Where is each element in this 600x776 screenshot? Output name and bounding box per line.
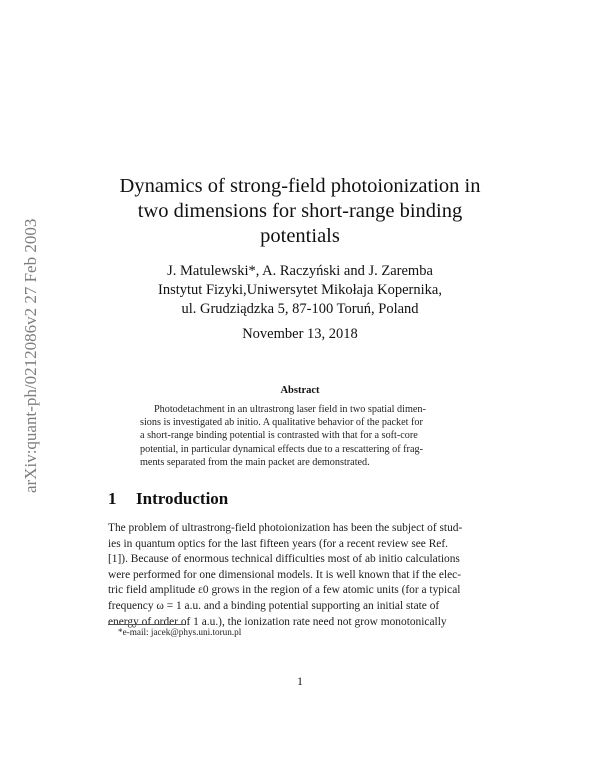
author-names: J. Matulewski*, A. Raczyński and J. Zaremba [167, 263, 433, 279]
body-line: ies in quantum optics for the last fifteen years (for a recent review see Ref. [108, 537, 449, 550]
abstract-heading: Abstract [280, 385, 320, 396]
body-line: [1]). Because of enormous technical difficulties most of ab initio calculations [108, 553, 460, 566]
abstract-line: sions is investigated ab initio. A qualitative behavior of the packet for [140, 417, 423, 429]
body-line: were performed for one dimensional models. It is well known that if the elec- [108, 568, 461, 581]
paper-date: November 13, 2018 [242, 326, 358, 342]
section-title: Introduction [136, 489, 229, 508]
author-address: ul. Grudziądzka 5, 87-100 Toruń, Poland [181, 301, 419, 317]
body-line: The problem of ultrastrong-field photoionization has been the subject of stud- [108, 522, 463, 534]
body-text [108, 521, 492, 630]
title-line: two dimensions for short-range binding [137, 200, 463, 222]
section-heading [108, 489, 228, 509]
title-line: Dynamics of strong-field photoionization in [119, 175, 481, 197]
body-line: tric field amplitude ε0 grows in the region of a few atomic units (for a typical [108, 584, 461, 597]
abstract-line: Photodetachment in an ultrastrong laser field in two spatial dimen- [154, 404, 426, 415]
footnote-divider [108, 624, 186, 625]
abstract-line: ments separated from the main packet are demonstrated. [140, 456, 370, 468]
author-block [90, 262, 510, 319]
body-line: frequency ω = 1 a.u. and a binding potential supporting an initial state of [108, 599, 440, 612]
abstract-text [140, 403, 461, 469]
paper-title [90, 174, 510, 249]
abstract-line: potential, in particular dynamical effects due to a rescattering of frag- [140, 443, 423, 455]
page-number: 1 [297, 676, 303, 688]
author-institution: Instytut Fizyki,Uniwersytet Mikołaja Kopernika, [158, 282, 442, 298]
section-number: 1 [108, 489, 117, 508]
arxiv-identifier: arXiv:quant-ph/0212086v2 27 Feb 2003 [21, 218, 40, 494]
title-line: potentials [260, 225, 340, 247]
footnote: *e-mail: jacek@phys.uni.torun.pl [118, 627, 242, 637]
body-line: energy of order of 1 a.u.), the ionization rate need not grow monotonically [108, 615, 447, 628]
abstract-line: a short-range binding potential is contrasted with that for a soft-core [140, 430, 418, 442]
